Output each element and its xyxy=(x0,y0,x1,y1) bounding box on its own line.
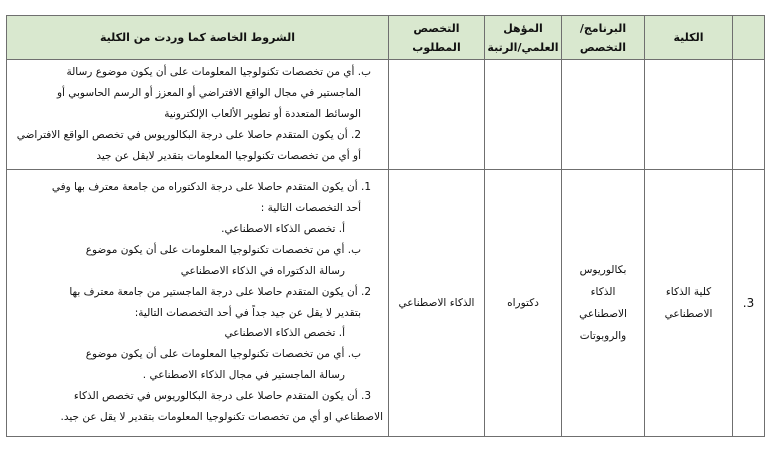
college-line: كلية الذكاء xyxy=(665,285,712,298)
condition-line: 1. أن يكون المتقدم حاصلا على درجة الدكتوراه من جامعة معترف بها وفي xyxy=(51,181,371,194)
program-line: الذكاء xyxy=(590,285,616,298)
header-conditions: الشروط الخاصة كما وردت من الكلية xyxy=(7,16,389,60)
condition-line: أ. تخصص الذكاء الاصطناعي xyxy=(224,327,345,340)
college-name xyxy=(645,169,733,436)
specialization: الذكاء الاصطناعي xyxy=(389,169,485,436)
condition-line: رسالة الماجستير في مجال الذكاء الاصطناعي . xyxy=(142,369,345,382)
condition-line: أ. تخصص الذكاء الاصطناعي. xyxy=(221,222,345,235)
condition-line: أو أي من تخصصات تكنولوجيا المعلومات بتقدير لايقل عن جيد xyxy=(96,149,361,162)
condition-line: الوسائط المتعددة أو تطوير الألعاب الإلكترونية xyxy=(164,107,361,120)
condition-line: بتقدير لا يقل عن جيد جداً في أحد التخصصات التالية: xyxy=(134,306,361,319)
table-header-row xyxy=(7,16,765,60)
header-num xyxy=(733,16,765,60)
cell-program xyxy=(562,60,645,170)
cell-num xyxy=(733,60,765,170)
condition-line: ب. أي من تخصصات تكنولوجيا المعلومات على أن يكون موضوع رسالة xyxy=(66,66,371,78)
cell-college xyxy=(645,60,733,170)
condition-line: 2. أن يكون المتقدم حاصلا على درجة البكالوريوس في تخصص الواقع الافتراضي xyxy=(16,128,361,141)
row-number: 3. xyxy=(733,169,765,436)
header-qualification: المؤهل العلمي/الرتبة xyxy=(485,16,562,60)
condition-line: الماجستير في مجال الواقع الافتراضي أو المعزز أو الرسم الحاسوبي أو xyxy=(56,86,361,99)
condition-line: 2. أن يكون المتقدم حاصلا على درجة الماجستير من جامعة معترف بها xyxy=(69,285,371,298)
condition-line: 3. أن يكون المتقدم حاصلا على درجة البكالوريوس في تخصص الذكاء xyxy=(73,390,371,403)
cell-specialization xyxy=(389,60,485,170)
cell-conditions xyxy=(7,169,389,436)
table-row xyxy=(7,169,765,436)
program-line: الاصطناعي xyxy=(579,307,627,320)
header-program: البرنامج/ التخصص xyxy=(562,16,645,60)
cell-conditions xyxy=(7,60,389,170)
college-line: الاصطناعي xyxy=(664,307,713,320)
condition-line: ب. أي من تخصصات تكنولوجيا المعلومات على أن يكون موضوع xyxy=(85,348,361,361)
header-college: الكلية xyxy=(645,16,733,60)
cell-qualification xyxy=(485,60,562,170)
condition-line: أحد التخصصات التالية : xyxy=(260,202,361,214)
condition-line: الاصطناعي او أي من تخصصات تكنولوجيا المعلومات بتقدير لا يقل عن جيد. xyxy=(60,411,383,424)
qualification: دكتوراه xyxy=(485,169,562,436)
program-name xyxy=(562,169,645,436)
condition-line: ب. أي من تخصصات تكنولوجيا المعلومات على أن يكون موضوع xyxy=(85,243,361,256)
table-row xyxy=(7,60,765,170)
condition-line: رسالة الدكتوراه في الذكاء الاصطناعي xyxy=(180,264,345,277)
program-line: بكالوريوس xyxy=(579,263,627,276)
program-line: والروبوتات xyxy=(579,329,627,342)
conditions-table xyxy=(6,15,765,437)
header-specialization: التخصص المطلوب xyxy=(389,16,485,60)
